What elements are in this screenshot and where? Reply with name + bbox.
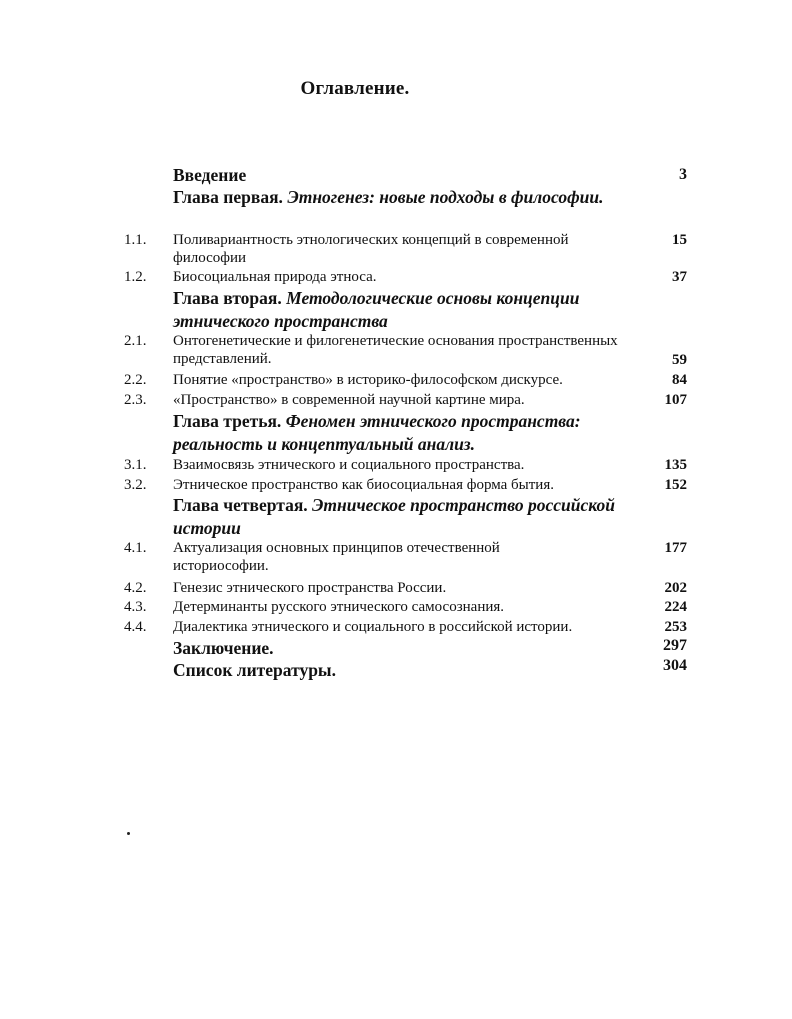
toc-chapter-title: Глава четвертая. Этническое пространство российской истории	[173, 495, 615, 538]
toc-entry-text: Биосоциальная природа этноса.	[173, 269, 377, 285]
toc-entry-text: Генезис этнического пространства России.	[173, 580, 447, 596]
toc-entry-text: Детерминанты русского этнического самосознания.	[173, 599, 505, 615]
toc-entry-number: 4.3.	[124, 599, 147, 615]
toc-entry-page: 224	[664, 599, 687, 615]
toc-entry-text: Понятие «пространство» в историко-философском дискурсе.	[173, 372, 563, 388]
toc-entry-page: 304	[663, 657, 687, 674]
page-title: Оглавление.	[300, 78, 410, 99]
toc-entry-text: Этническое пространство как биосоциальная форма бытия.	[173, 477, 554, 493]
toc-entry-number: 4.4.	[124, 619, 147, 635]
toc-entry-text: Онтогенетические и филогенетические основания пространственных представлений.	[173, 333, 618, 367]
toc-entry-text: Заключение.	[173, 638, 274, 658]
toc-entry-text: Введение	[173, 165, 247, 185]
toc-entry-page: 84	[672, 372, 687, 388]
toc-chapter-title: Глава вторая. Методологические основы концепции этнического пространства	[173, 288, 580, 331]
toc-entry-page: 202	[664, 580, 687, 596]
toc-entry-page: 135	[664, 457, 687, 473]
toc-entry-text: Взаимосвязь этнического и социального пространства.	[173, 457, 525, 473]
toc-entry-page: 177	[664, 540, 687, 556]
toc-entry-number: 3.2.	[124, 477, 147, 493]
toc-entry-page: 297	[663, 637, 687, 654]
toc-entry-number: 2.2.	[124, 372, 147, 388]
toc-chapter-title: Глава первая. Этногенез: новые подходы в философии.	[173, 187, 604, 207]
toc-entry-text: Диалектика этнического и социального в российской истории.	[173, 619, 573, 635]
toc-entry-text: Актуализация основных принципов отечественной историософии.	[173, 540, 500, 574]
toc-entry-page: 3	[679, 166, 687, 183]
toc-entry-text: Поливариантность этнологических концепций в современной философии	[173, 232, 569, 266]
toc-entry-page: 37	[672, 269, 687, 285]
toc-entry-number: 4.2.	[124, 580, 147, 596]
scan-speck	[127, 832, 130, 835]
toc-chapter-title: Глава третья. Феномен этнического пространства: реальность и концептуальный анализ.	[173, 411, 581, 454]
toc-entry-number: 1.2.	[124, 269, 147, 285]
toc-entry-number: 2.1.	[124, 333, 147, 349]
toc-entry-number: 1.1.	[124, 232, 147, 248]
toc-entry-page: 152	[664, 477, 687, 493]
toc-entry-text: «Пространство» в современной научной картине мира.	[173, 392, 525, 408]
toc-entry-page: 59	[672, 352, 687, 368]
toc-entry-page: 15	[672, 232, 687, 248]
toc-entry-number: 3.1.	[124, 457, 147, 473]
toc-entry-page: 107	[664, 392, 687, 408]
toc-entry-number: 2.3.	[124, 392, 147, 408]
toc-entry-number: 4.1.	[124, 540, 147, 556]
toc-entry-text: Список литературы.	[173, 660, 336, 680]
toc-entry-page: 253	[664, 619, 687, 635]
